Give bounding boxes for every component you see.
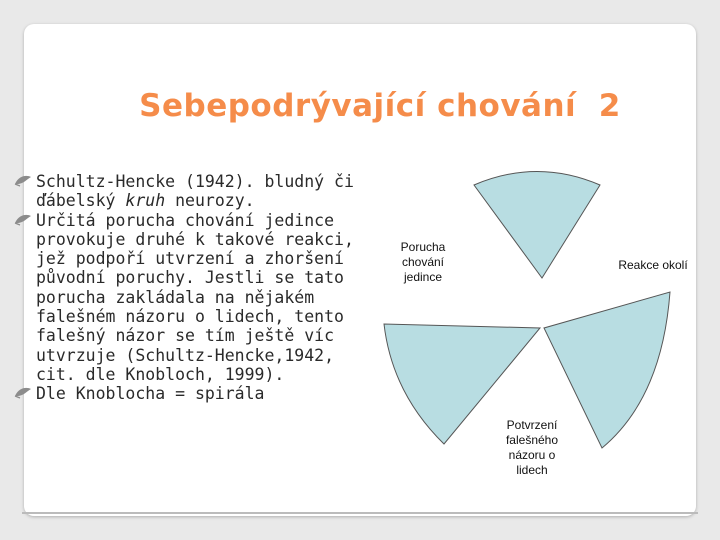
- label-porucha: Porucha chování jedince: [400, 240, 446, 284]
- leaf-icon: [14, 174, 32, 188]
- leaf-icon: [14, 386, 32, 400]
- label-reakce: Reakce okolí: [618, 258, 688, 272]
- slide-bottom-rule: [22, 512, 698, 514]
- bullet-list: [14, 172, 354, 404]
- bullet-text: Určitá porucha chování jedince provokuje druhé k takové reakci, jež podpoří utvrzení a zhoršení původní poruchy. Jestli se tato porucha zakládala na nějakém falešném názoru o lidech, tento falešný názor se tím ještě víc utvrzuje (Schultz-Hencke,1942, cit. dle Knobloch, 1999).: [36, 210, 354, 384]
- leaf-icon: [14, 213, 32, 227]
- segment-top: [474, 172, 600, 279]
- bullet-item-1: [14, 172, 354, 211]
- bullet-item-2: [14, 211, 354, 385]
- label-potvrzeni: Potvrzení falešného názoru o lidech: [505, 418, 559, 477]
- bullet-text: Schultz-Hencke (1942). bludný či ďábelský kruh neurozy.: [36, 172, 354, 211]
- slide-title: Sebepodrývající chování 2: [139, 88, 621, 124]
- bullet-item-3: [14, 384, 354, 403]
- bullet-text: Dle Knoblocha = spirála: [36, 384, 265, 404]
- cycle-diagram: [372, 168, 712, 498]
